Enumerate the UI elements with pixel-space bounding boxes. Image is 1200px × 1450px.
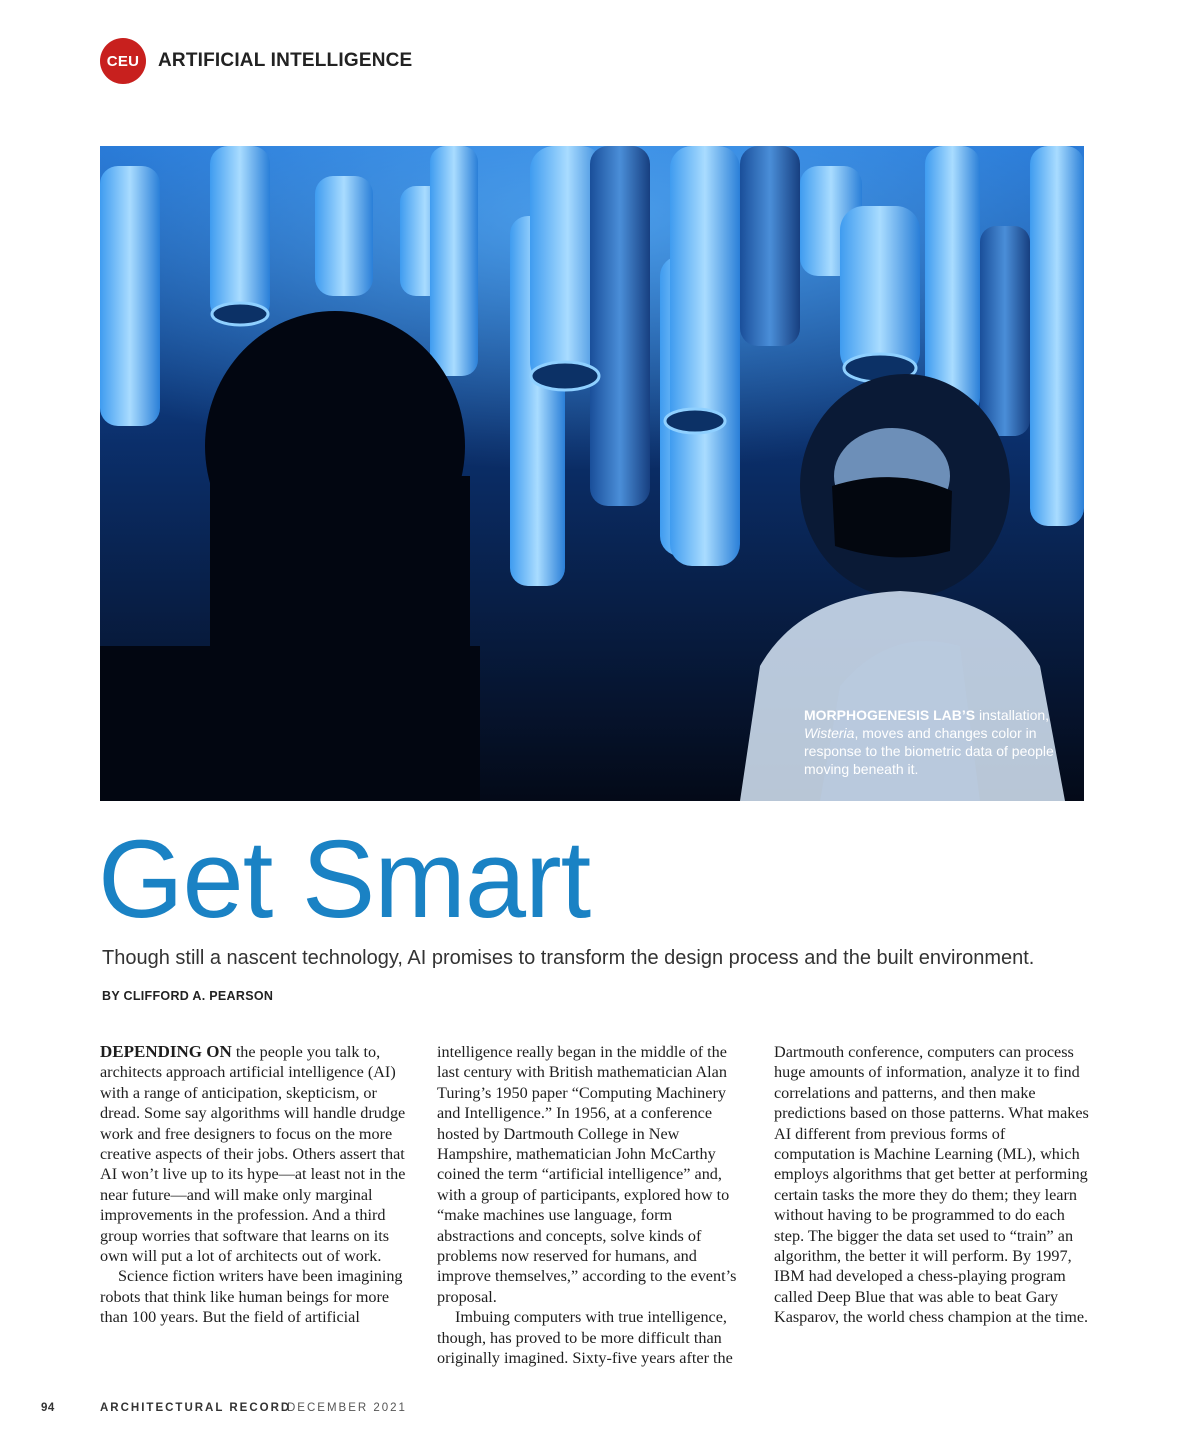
caption-lead: MORPHOGENESIS LAB’S <box>804 707 976 723</box>
magazine-name: ARCHITECTURAL RECORD <box>100 1402 292 1414</box>
article-dek: Though still a nascent technology, AI promises to transform the design process and the built environment. <box>102 947 1035 969</box>
section-title: ARTIFICIAL INTELLIGENCE <box>158 50 413 71</box>
paragraph: Dartmouth conference, computers can process huge amounts of information, analyze it to find correlations and patterns, and then make predictions based on those patterns. What makes AI different from previous forms of computation is Machine Learning (ML), which employs algorithms that get better at performing certain tasks the more they do them; they learn without having to be programmed to do each step. The bigger the data set used to “train” an algorithm, the better it will perform. By 1997, IBM had developed a chess-playing program called Deep Blue that was able to beat Gary Kasparov, the world chess champion at the time. <box>774 1043 1089 1327</box>
page-number: 94 <box>41 1402 55 1414</box>
caption-rest: , moves and changes color in response to the biometric data of people moving beneath it. <box>804 725 1054 777</box>
paragraph <box>100 1042 415 1266</box>
caption-after-lead: installation, <box>975 707 1050 723</box>
installation-illustration <box>100 146 1084 801</box>
paragraph: Science fiction writers have been imagining robots that think like human beings for more than 100 years. But the field of artificial <box>100 1267 403 1327</box>
body-column-2 <box>437 1042 752 1369</box>
body-column-3 <box>774 1042 1089 1328</box>
photo-caption <box>804 706 1066 778</box>
paragraph: intelligence really began in the middle of the last century with British mathematician Alan Turing’s 1950 paper “Computing Machinery and Intelligence.” In 1956, at a conference hosted by Dartmouth College in New Hampshire, mathematician John McCarthy coined the term “artificial intelligence” and, with a group of participants, explored how to “make machines use language, form abstractions and concepts, solve kinds of problems now reserved for humans, and improve themselves,” according to the event’s proposal. <box>437 1043 737 1306</box>
body-column-1 <box>100 1042 415 1328</box>
article-headline: Get Smart <box>98 818 591 941</box>
issue-date: DECEMBER 2021 <box>287 1402 407 1414</box>
article-byline: BY CLIFFORD A. PEARSON <box>102 989 274 1003</box>
lead-in: DEPENDING ON <box>100 1042 232 1061</box>
feature-photo <box>100 146 1084 801</box>
section-header <box>100 38 412 84</box>
paragraph-text: the people you talk to, architects approach artificial intelligence (AI) with a range of anticipation, skepticism, or dread. Some say algorithms will handle drudge work and free designers to focus on the more creative aspects of their jobs. Others assert that AI won’t live up to its hype—at least not in the near future—and will make only marginal improvements in the profession. And a third group worries that software that learns on its own will put a lot of architects out of work. <box>100 1043 406 1266</box>
caption-title: Wisteria <box>804 725 855 741</box>
paragraph: Imbuing computers with true intelligence, though, has proved to be more difficult than originally imagined. Sixty-five years after the <box>437 1308 733 1368</box>
ceu-badge: CEU <box>100 38 146 84</box>
